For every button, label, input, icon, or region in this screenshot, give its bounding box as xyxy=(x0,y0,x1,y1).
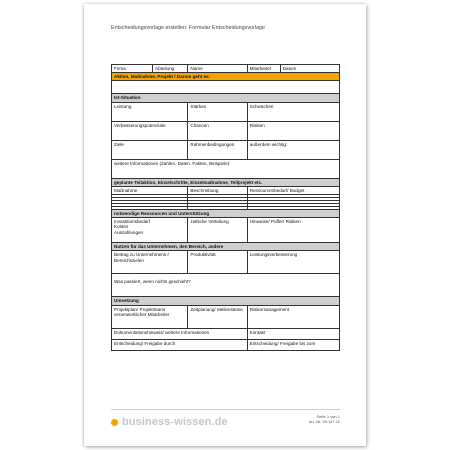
company-cell[interactable]: Firma xyxy=(112,65,153,73)
benefit-row xyxy=(112,251,340,274)
page-number: Seite 1 von 1 xyxy=(316,414,340,419)
benefit-section-header: Nutzen für das Unternehmen, den Bereich, andere xyxy=(112,243,340,251)
implementation-row xyxy=(112,305,340,328)
weaknesses-cell[interactable]: Schwächen xyxy=(247,102,339,121)
risk-management-cell[interactable]: Risikomanagement xyxy=(247,305,339,328)
approval-until-cell[interactable]: Entscheidung/ Freigabe bis zum xyxy=(247,339,339,350)
contribution-cell[interactable]: Beitrag zu Unternehmens-/ Bereichszielen xyxy=(112,251,188,274)
also-important-cell[interactable]: außerdem wichtig: xyxy=(247,140,339,159)
framework-cell[interactable]: Rahmenbedingungen xyxy=(188,140,247,159)
action-section-header: Aktion, Maßnahme, Projekt / Darum geht es: xyxy=(112,73,340,81)
goals-cell[interactable]: Ziele xyxy=(112,140,188,159)
action-input[interactable] xyxy=(112,81,340,94)
budget-column-header: Ressourcenbedarf/ Budget xyxy=(247,186,339,194)
footer-divider xyxy=(111,409,340,410)
ist-row-1 xyxy=(112,102,340,121)
decision-row xyxy=(112,339,340,350)
document-page xyxy=(84,4,366,446)
contact-cell[interactable]: Kontakt xyxy=(247,328,339,339)
time-distribution-cell[interactable]: zeitliche Verteilung xyxy=(188,218,247,243)
planned-header-row xyxy=(112,186,340,194)
measure-column-header: Maßnahme xyxy=(112,186,188,194)
logo-dot-icon xyxy=(111,419,118,426)
strengths-cell[interactable]: Stärken xyxy=(188,102,247,121)
performance-improvement-cell[interactable]: Leistungsverbesserung xyxy=(247,251,339,274)
logo xyxy=(111,416,228,428)
further-info-cell[interactable]: weitere Informationen (Zahlen, Daten, Fakten, Beispiele): xyxy=(112,159,340,178)
milestones-cell[interactable]: Zeitplanung/ Meilensteine xyxy=(188,305,247,328)
notes-buffer-risks-cell[interactable]: Hinweise/ Puffer/ Risiken xyxy=(247,218,339,243)
approval-by-cell[interactable]: Entscheidung/ Freigabe durch xyxy=(112,339,248,350)
planned-section-header: geplante Teilaktion, Einzelschritte, Einzelmaßnahme, Teilprojekt etc. xyxy=(112,178,340,186)
ist-row-3 xyxy=(112,140,340,159)
document-title: Entscheidungsvorlage erstellen: Formular Entscheidungsvorlage xyxy=(111,25,266,31)
ist-row-2 xyxy=(112,121,340,140)
implementation-section-header: Umsetzung xyxy=(112,297,340,305)
description-column-header: Beschreibung xyxy=(188,186,247,194)
improvement-cell[interactable]: Verbesserungspotenziale xyxy=(112,121,188,140)
article-number: Art.-Nr. 99.147.11 xyxy=(308,419,340,424)
risks-cell[interactable]: Risiken xyxy=(247,121,339,140)
productivity-cell[interactable]: Produktivität xyxy=(188,251,247,274)
investment-cell[interactable]: Investitionsbedarf Kosten Auszahlungen xyxy=(112,218,188,243)
department-cell[interactable]: Abteilung xyxy=(153,65,188,73)
documentation-row xyxy=(112,328,340,339)
project-plan-cell[interactable]: Projektplan/ Projektteam/ verantwortlicher Mitarbeiter xyxy=(112,305,188,328)
logo-text: business-wissen.de xyxy=(122,416,228,428)
date-cell[interactable]: Datum xyxy=(280,65,339,73)
performance-cell[interactable]: Leistung xyxy=(112,102,188,121)
opportunities-cell[interactable]: Chancen xyxy=(188,121,247,140)
page-info xyxy=(309,414,340,424)
decision-form-table xyxy=(111,64,340,351)
header-row xyxy=(112,65,340,73)
name-cell[interactable]: Name xyxy=(188,65,247,73)
employee-cell[interactable]: Mitarbeiter xyxy=(247,65,280,73)
resources-row xyxy=(112,218,340,243)
resources-section-header: notwendige Ressourcen und Unterstützung xyxy=(112,210,340,218)
documentation-cell[interactable]: Dokumentationshinweis/ weitere Informationen xyxy=(112,328,248,339)
ist-section-header: Ist-Situation xyxy=(112,94,340,102)
what-if-cell[interactable]: Was passiert, wenn nichts geschieht? xyxy=(112,274,340,297)
